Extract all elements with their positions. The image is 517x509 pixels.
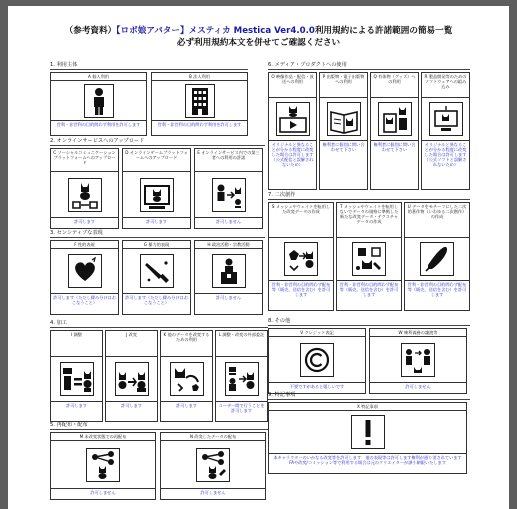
title-product: 【ロボ娘アバター】メスティカ Mestica Ver4.0.0 [116, 26, 315, 36]
cell-outsourcing [215, 330, 268, 422]
cell-label: G 暴力的表現 [123, 241, 190, 249]
cell-answer: 営利・非営利の目的問わず利用を許可します [51, 120, 146, 135]
cell-label: P 出版物・電子出版物への利用 [320, 73, 367, 98]
page-subtitle: 必ず利用規約本文を併せてご確認ください [176, 38, 341, 48]
section-title: 7. 二次創作 [268, 192, 296, 198]
cell-answer: 許可しません [195, 217, 262, 228]
avatar-network-icon [51, 172, 118, 217]
cell-special-note [268, 402, 467, 474]
cell-rights-transfer [369, 328, 467, 394]
cell-political-religious [194, 240, 263, 315]
mesh-icon [269, 238, 333, 279]
cell-social-platform-upload [50, 148, 119, 229]
cell-answer: 許可します [51, 217, 118, 228]
section-derivative-works [268, 192, 470, 311]
knife-icon [123, 249, 190, 293]
cell-answer: オリジナルと異なることが分かる程度に改変した場合は許可します（公式配信と誤解されないため） [269, 140, 316, 189]
cell-answer: 許可します [106, 401, 157, 421]
cell-label: L 調整・改変の外部委託 [216, 331, 267, 357]
cell-online-game-upload [122, 148, 191, 229]
cell-sexual-expression [50, 240, 119, 315]
book-icon [320, 98, 367, 140]
cell-modified-distribution [160, 432, 266, 500]
section-title: 6. メディア・プロダクトへの使用 [268, 62, 347, 68]
podium-icon [195, 249, 262, 293]
cell-answer: 不要ですがあると嬉しいです [269, 382, 365, 393]
software-icon [422, 98, 469, 140]
cell-label: B 法人利用 [152, 73, 247, 81]
cell-answer: 本キャラクターのいかなる改変等を許可します 他の表現等は許可します権利が通り消されています FAや改変/コミッション等で利用する場合は元のクリエイターが課小制限いたします [269, 453, 466, 473]
cell-label: W 権利義務の譲渡等 [370, 329, 466, 337]
outsource-icon [216, 357, 267, 401]
section-redistribution [50, 422, 268, 500]
cell-answer: ユーザー間で行うことを許可します [216, 401, 267, 421]
cell-unmodified-redistribution [50, 432, 156, 500]
texture-icon [337, 238, 401, 279]
page-title [8, 24, 509, 36]
section-title: 1. 利用主体 [50, 62, 78, 68]
cell-answer: 許可しません [195, 293, 262, 314]
section-processing [50, 320, 268, 422]
person-icon [51, 81, 146, 121]
cell-third-party-licensing [194, 148, 263, 229]
cell-label: K 他のデータを改変するための利用 [161, 331, 212, 357]
cell-answer: 許可します（ただし棲み分けはおこなうこと） [123, 293, 190, 314]
title-prefix: （参考資料） [64, 26, 117, 36]
cell-answer: 権利者に個別に問い合わせて下さい [320, 140, 367, 189]
cell-personal-use [50, 72, 147, 136]
cell-label: A 個人利用 [51, 73, 146, 81]
cell-label: I 調整 [51, 331, 102, 357]
cell-answer: 営利・非営利の目的問わず配布等（販売、送信を含む）を許可します [337, 280, 401, 310]
section-special-notes [268, 392, 470, 474]
cell-software-embedding [421, 72, 470, 190]
cell-physical-goods [370, 72, 419, 190]
pen-icon [405, 238, 469, 279]
cell-answer: 営利・非営利の目的問わず配布等（販売、送信を含む）を許可します [405, 280, 469, 310]
adjust-icon [51, 357, 102, 401]
cell-answer: 営利・非営利の目的問わず利用を許可します [152, 120, 247, 135]
section-title: 8. その他 [268, 318, 291, 324]
heart-icon [51, 249, 118, 293]
building-icon [152, 81, 247, 121]
title-suffix: 利用規約による許諾範囲の簡易一覧 [314, 26, 453, 36]
cell-violent-expression [122, 240, 191, 315]
cell-label: R 製品開発等のためのソフトウェアへの組み込み [422, 73, 469, 98]
cell-label: H 政治活動・宗教活動 [195, 241, 262, 249]
cell-mesh-based-modification [268, 202, 334, 311]
cell-label: T メッシュやウェイトを転用しないでデータの規格に準拠した新たな改変データ・テクスチャデータの作成 [337, 203, 401, 238]
cell-answer: 許可しません [161, 488, 265, 499]
goods-icon [371, 98, 418, 140]
cell-answer: 許可します [123, 217, 190, 228]
section-sensitive-expression [50, 230, 265, 315]
section-media-products [268, 62, 470, 190]
cell-data-reuse [160, 330, 213, 422]
cell-answer: 営利・非営利の目的問わず配布等（販売、送信を含む）を許可します [269, 280, 333, 310]
section-online-upload [50, 138, 265, 229]
section-title: 4. 加工 [50, 320, 67, 326]
cell-label: O 映像作品・配信・放送への利用 [269, 73, 316, 98]
cell-answer: 許可しません [51, 488, 155, 499]
cell-answer: 許可しません [370, 382, 466, 393]
share-icon [51, 441, 155, 488]
transfer-icon [370, 337, 466, 382]
cell-publication [319, 72, 368, 190]
cell-label: X 特記事項 [269, 403, 466, 411]
section-title: 2. オンラインサービスへのアップロード [50, 138, 145, 144]
cell-label: D オンラインゲームプラットフォームへのアップロード [123, 149, 190, 172]
cell-corporate-use [151, 72, 248, 136]
cell-modification [105, 330, 158, 422]
parts-icon [161, 357, 212, 401]
document-page [8, 6, 509, 509]
section-title: 5. 再配布・配布 [50, 422, 88, 428]
cell-label: J 改変 [106, 331, 157, 357]
cell-label: S メッシュやウェイトを転用した改変データの作成 [269, 203, 333, 238]
cell-answer: 許可します [51, 401, 102, 421]
cell-credit-notation [268, 328, 366, 394]
cell-fan-creation [404, 202, 470, 311]
cell-answer: 許可します（ただし棲み分けはおこなうこと） [51, 293, 118, 314]
exclamation-icon [269, 411, 466, 453]
share-modified-icon [161, 441, 265, 488]
section-title: 3. センシティブな表現 [50, 230, 103, 236]
avatar-game-icon [123, 172, 190, 217]
copyright-icon [269, 337, 365, 382]
modify-icon [106, 357, 157, 401]
cell-label: C ソーシャルコミュニケーションプラットフォームへのアップロード [51, 149, 118, 172]
cell-video-broadcast [268, 72, 317, 190]
avatar-share-icon [195, 172, 262, 217]
section-title: 9. 特記事項 [268, 392, 296, 398]
cell-adjustment [50, 330, 103, 422]
cell-answer: 許可します [161, 401, 212, 421]
cell-label: V クレジット表記 [269, 329, 365, 337]
cell-new-compatible-data [336, 202, 402, 311]
section-other [268, 318, 470, 394]
video-icon [269, 98, 316, 140]
cell-label: N 改変したデータの配布 [161, 433, 265, 441]
cell-label: M 未改変状態での再配布 [51, 433, 155, 441]
cell-label: F 性的表現 [51, 241, 118, 249]
cell-label: E オンラインサービス内での第三者への利用の許諾 [195, 149, 262, 172]
cell-answer: 権利者に個別に問い合わせて下さい [371, 140, 418, 189]
cell-label: Q 有体物（グッズ）への利用 [371, 73, 418, 98]
cell-label: U データをモチーフにした二次的著作物（いわゆる二次創作）の作成 [405, 203, 469, 238]
cell-answer: オリジナルと異なることが分かる程度に改変した場合は許可します（公式ソフトと誤解されないため） [422, 140, 469, 189]
section-usage-subject [50, 62, 248, 136]
